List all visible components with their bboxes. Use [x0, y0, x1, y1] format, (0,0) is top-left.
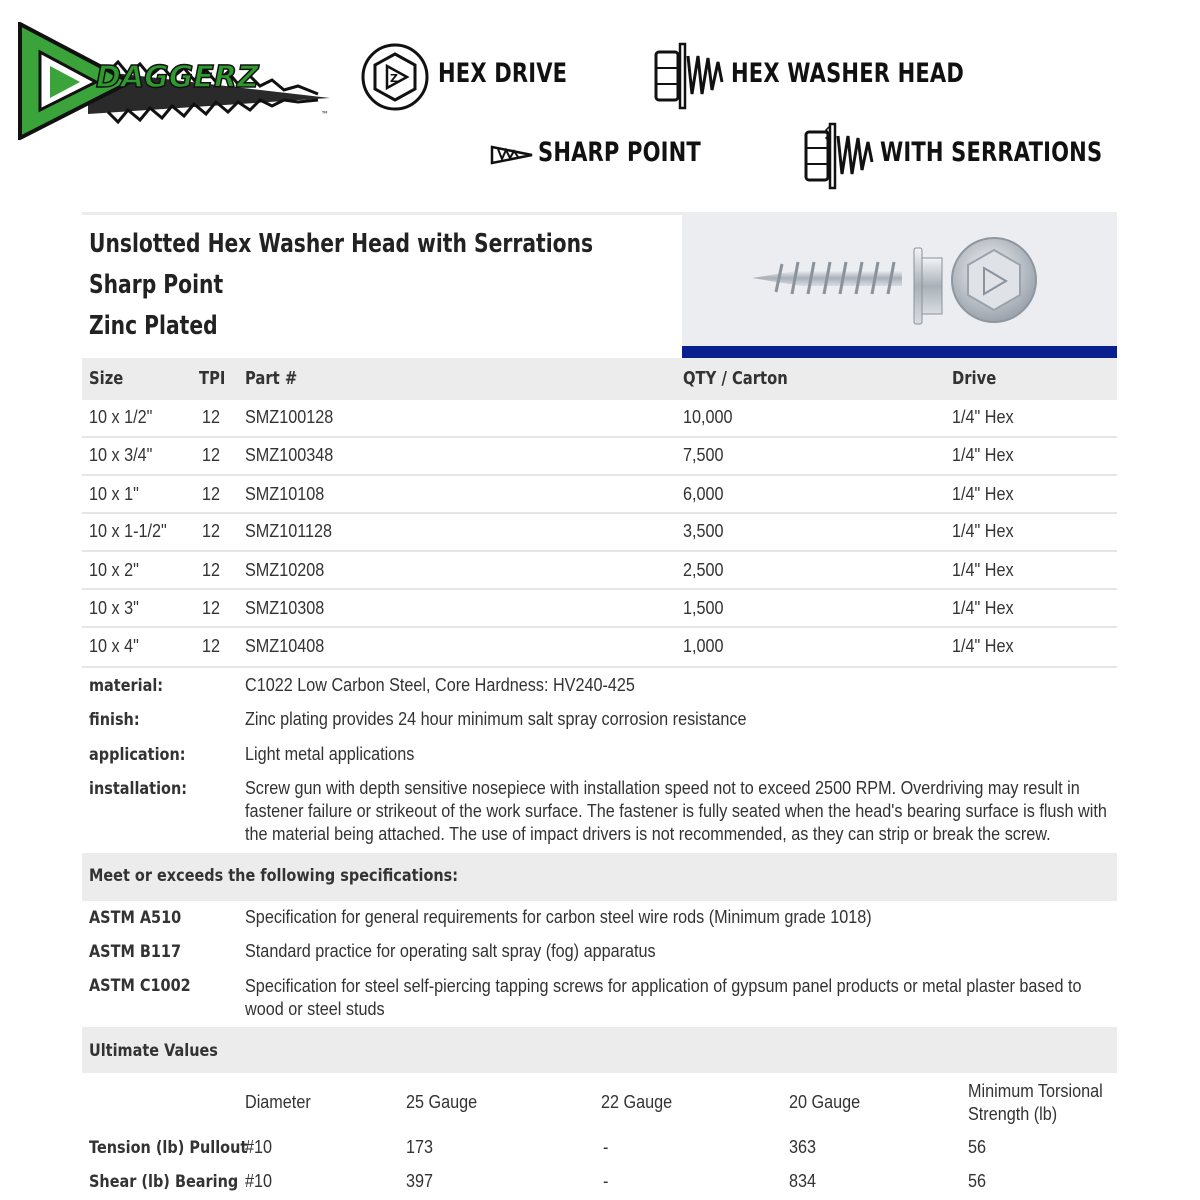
installation-label: installation: [89, 779, 188, 799]
standard-desc: Standard practice for operating salt spray (fog) apparatus [245, 941, 656, 961]
table-cell-qty: 7,500 [683, 445, 724, 465]
table-cell-qty: 10,000 [683, 407, 733, 427]
tension-row-label: Tension (lb) Pullout [89, 1138, 248, 1158]
table-cell-size: 10 x 1" [89, 484, 139, 504]
product-finish-type: Zinc Plated [89, 311, 218, 341]
table-cell-tpi: 12 [202, 521, 221, 541]
standard-desc: Specification for general requirements for carbon steel wire rods (Minimum grade 1018) [245, 907, 872, 927]
standard-code: ASTM C1002 [89, 976, 191, 996]
shear-torsion: 56 [968, 1171, 987, 1191]
ultimate-band [82, 1027, 1117, 1073]
hex-drive-label: HEX DRIVE [438, 58, 568, 89]
col-torsion-clip [968, 1080, 1116, 1128]
table-cell-drive: 1/4" Hex [952, 445, 1014, 465]
application-value: Light metal applications [245, 744, 415, 764]
tension-diameter: #10 [245, 1137, 273, 1157]
product-title: Unslotted Hex Washer Head with Serrations [89, 229, 594, 259]
table-cell-tpi: 12 [202, 598, 221, 618]
col-diameter: Diameter [245, 1092, 311, 1112]
col-tpi: TPI [199, 368, 226, 389]
table-cell-size: 10 x 1/2" [89, 407, 153, 427]
table-cell-part: SMZ10308 [245, 598, 325, 618]
table-cell-tpi: 12 [202, 407, 221, 427]
table-cell-part: SMZ10408 [245, 636, 325, 656]
shear-22-gauge: - [603, 1171, 609, 1191]
col-20-gauge: 20 Gauge [789, 1092, 861, 1112]
ultimate-heading: Ultimate Values [89, 1041, 218, 1061]
table-cell-drive: 1/4" Hex [952, 560, 1014, 580]
shear-diameter: #10 [245, 1171, 273, 1191]
daggerz-logo [18, 22, 333, 140]
finish-value: Zinc plating provides 24 hour minimum salt spray corrosion resistance [245, 709, 747, 729]
col-22-gauge: 22 Gauge [601, 1092, 673, 1112]
shear-row-label: Shear (lb) Bearing [89, 1172, 239, 1192]
table-cell-size: 10 x 4" [89, 636, 139, 656]
table-cell-size: 10 x 3/4" [89, 445, 153, 465]
standards-heading: Meet or exceeds the following specifications: [89, 866, 459, 886]
table-cell-part: SMZ10108 [245, 484, 325, 504]
col-size: Size [89, 368, 124, 389]
product-accent-band [682, 346, 1117, 358]
col-torsional-strength: Minimum Torsional Strength (lb) [968, 1081, 1103, 1124]
table-cell-drive: 1/4" Hex [952, 636, 1014, 656]
sharp-point-label: SHARP POINT [538, 137, 701, 168]
product-point-type: Sharp Point [89, 270, 224, 300]
brand-name: DAGGERZ [96, 60, 259, 95]
trademark-mark: ™ [321, 110, 329, 119]
installation-value: Screw gun with depth sensitive nosepiece with installation speed not to exceed 2500 RPM. Overdriving may result in fastener failure or strikeout of the work surface. The fastener is fully seated when the head's bearing surface is flush with the material being attached. The use of impact drivers is not recommended, as they can strip or break the screw. [245, 778, 1107, 844]
table-cell-drive: 1/4" Hex [952, 521, 1014, 541]
shear-25-gauge: 397 [406, 1171, 434, 1191]
table-cell-drive: 1/4" Hex [952, 484, 1014, 504]
table-cell-part: SMZ100128 [245, 407, 334, 427]
top-divider [82, 212, 682, 215]
col-drive: Drive [952, 368, 997, 389]
table-cell-size: 10 x 2" [89, 560, 139, 580]
shear-20-gauge: 834 [789, 1171, 817, 1191]
col-qty: QTY / Carton [683, 368, 788, 389]
tension-22-gauge: - [603, 1137, 609, 1157]
sharp-point-icon [490, 142, 534, 168]
standard-desc: Specification for steel self-piercing tapping screws for application of gypsum panel products or metal plaster based to wood or steel studs [245, 976, 1082, 1019]
table-cell-tpi: 12 [202, 636, 221, 656]
product-photo [682, 212, 1117, 346]
serrations-icon [802, 122, 878, 190]
standard-desc-clip [245, 975, 1115, 1023]
col-25-gauge: 25 Gauge [406, 1092, 478, 1112]
col-part: Part # [245, 368, 298, 389]
table-cell-part: SMZ100348 [245, 445, 334, 465]
table-cell-qty: 1,000 [683, 636, 724, 656]
standard-code: ASTM B117 [89, 942, 182, 962]
table-cell-size: 10 x 3" [89, 598, 139, 618]
installation-clip [245, 777, 1115, 849]
table-cell-qty: 2,500 [683, 560, 724, 580]
table-cell-tpi: 12 [202, 560, 221, 580]
table-cell-tpi: 12 [202, 484, 221, 504]
table-cell-part: SMZ101128 [245, 521, 333, 541]
finish-label: finish: [89, 710, 140, 730]
material-value: C1022 Low Carbon Steel, Core Hardness: HV240-425 [245, 675, 635, 695]
hex-drive-icon [360, 42, 430, 112]
standard-code: ASTM A510 [89, 908, 182, 928]
hex-washer-head-label: HEX WASHER HEAD [731, 58, 965, 89]
table-cell-tpi: 12 [202, 445, 221, 465]
table-cell-qty: 1,500 [683, 598, 724, 618]
table-cell-size: 10 x 1-1/2" [89, 521, 167, 541]
application-label: application: [89, 745, 186, 765]
hex-washer-head-icon [652, 42, 728, 110]
table-cell-drive: 1/4" Hex [952, 598, 1014, 618]
table-cell-qty: 6,000 [683, 484, 724, 504]
material-label: material: [89, 676, 164, 696]
tension-20-gauge: 363 [789, 1137, 817, 1157]
table-cell-part: SMZ10208 [245, 560, 325, 580]
with-serrations-label: WITH SERRATIONS [880, 137, 1103, 168]
table-cell-drive: 1/4" Hex [952, 407, 1014, 427]
tension-torsion: 56 [968, 1137, 987, 1157]
svg-text:Z: Z [390, 72, 398, 85]
tension-25-gauge: 173 [406, 1137, 434, 1157]
table-cell-qty: 3,500 [683, 521, 724, 541]
